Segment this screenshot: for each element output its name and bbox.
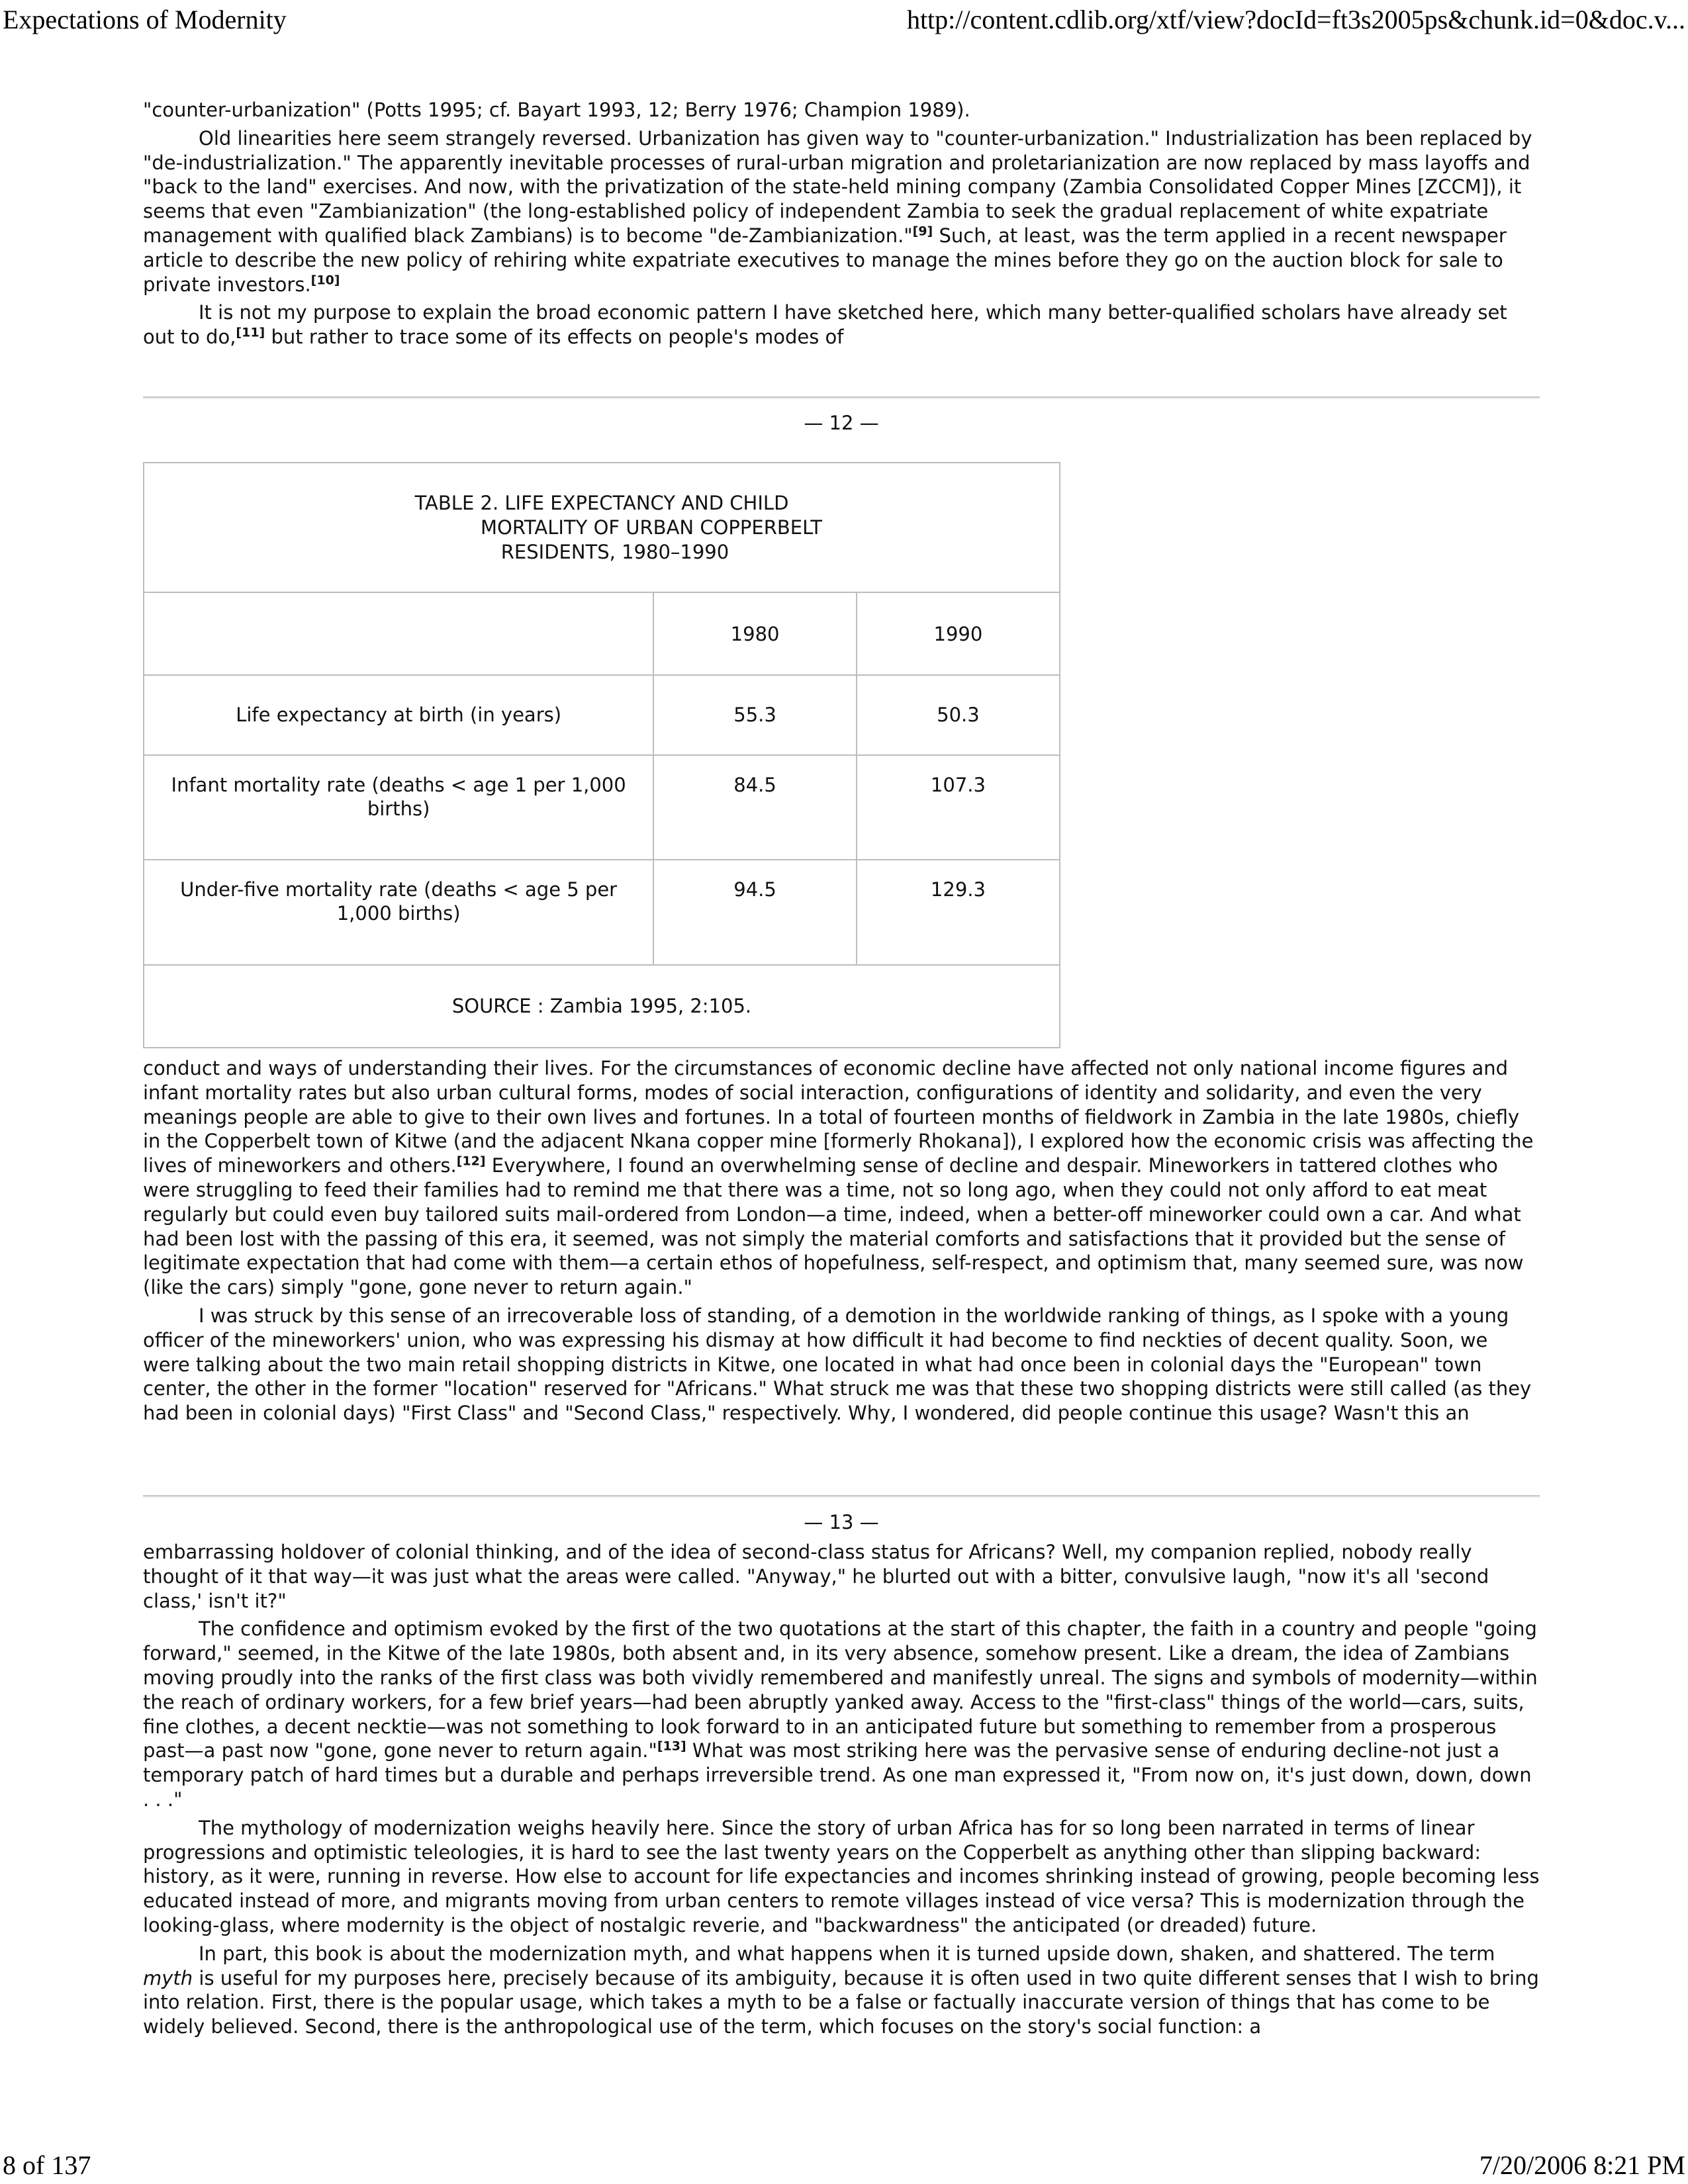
table-header-row xyxy=(144,592,1060,674)
cell-1980: 84.5 xyxy=(653,755,857,860)
footnote-link-13[interactable]: [13] xyxy=(657,1739,686,1754)
print-datetime: 7/20/2006 8:21 PM xyxy=(1479,2150,1685,2180)
paragraph: conduct and ways of understanding their lives. For the circumstances of economic decline have affected not only national income figures and infant mortality rates but also urban cultural forms, modes of social interaction, configurations of identity and solidarity, and even the very meanings people are able to give to their own lives and fortunes. In a total of fourteen months of fieldwork in Zambia in the late 1980s, chiefly in the Copperbelt town of Kitwe (and the adjacent Nkana copper mine [formerly Rhokana]), I explored how the economic crisis was affecting the lives of mineworkers and others.[12] Everywhere, I found an overwhelming sense of decline and despair. Mineworkers in tattered clothes who were struggling to feed their families had to remind me that there was a time, not so long ago, when they could not only afford to eat meat regularly but could even buy tailored suits mail-ordered from London—a time, indeed, when a better-off mineworker could own a car. And what had been lost with the passing of this era, it seemed, was not simply the material comforts and satisfactions that it provided but the sense of legitimate expectation that had come with them—a certain ethos of hopefulness, self-respect, and optimism that, many seemed sure, was now (like the cars) simply "gone, gone never to return again." xyxy=(143,1057,1534,1299)
paragraph: It is not my purpose to explain the broad economic pattern I have sketched here, which many better-qualified scholars have already set out to do,[11] but rather to trace some of its effects on people's modes of xyxy=(143,301,1507,349)
paragraph: I was struck by this sense of an irrecoverable loss of standing, of a demotion in the worldwide ranking of things, as I spoke with a young officer of the mineworkers' union, who was expressing his dismay at how difficult it had become to find neckties of decent quality. Soon, we were talking about the two main retail shopping districts in Kitwe, one located in what had once been in colonial days the "European" town center, the other in the former "location" reserved for "Africans." What struck me was that these two shopping districts were still called (as they had been in colonial days) "First Class" and "Second Class," respectively. Why, I wondered, did people continue this usage? Wasn't this an xyxy=(143,1304,1532,1425)
page-number-12: — 12 — xyxy=(804,412,879,434)
cell-1980: 94.5 xyxy=(653,860,857,964)
document-title: Expectations of Modernity xyxy=(3,5,287,34)
page-number-13: — 13 — xyxy=(804,1511,879,1533)
page-divider xyxy=(143,396,1540,399)
column-header: 1990 xyxy=(857,592,1060,674)
table-source: SOURCE : Zambia 1995, 2:105. xyxy=(144,965,1060,1048)
cell-1990: 129.3 xyxy=(857,860,1060,964)
cell-1980: 55.3 xyxy=(653,675,857,755)
paragraph: The mythology of modernization weighs heavily here. Since the story of urban Africa has for so long been narrated in terms of linear progressions and optimistic teleologies, it is hard to see the last twenty years on the Copperbelt as anything other than slipping backward: history, as it were, running in reverse. How else to account for life expectancies and incomes shrinking instead of growing, people becoming less educated instead of more, and migrants moving from urban centers to remote villages instead of vice versa? This is modernization through the looking-glass, where modernity is the object of nostalgic reverie, and "backwardness" the anticipated (or dreaded) future. xyxy=(143,1816,1540,1936)
row-label: Under-five mortality rate (deaths < age 5 per 1,000 births) xyxy=(144,860,653,964)
life-expectancy-table xyxy=(143,462,1060,1048)
table-row xyxy=(144,755,1060,860)
table-corner-cell xyxy=(144,592,653,674)
footnote-link-9[interactable]: [9] xyxy=(912,224,933,239)
footnote-link-12[interactable]: [12] xyxy=(456,1154,486,1169)
text-block-middle xyxy=(143,1056,1540,1430)
cell-1990: 50.3 xyxy=(857,675,1060,755)
row-label: Life expectancy at birth (in years) xyxy=(144,675,653,755)
paragraph: Old linearities here seem strangely reversed. Urbanization has given way to "counter-urbanization." Industrialization has been replaced by "de-industrialization." The apparently inevitable processes of rural-urban migration and proletarianization are now replaced by mass layoffs and "back to the land" exercises. And now, with the privatization of the state-held mining company (Zambia Consolidated Copper Mines [ZCCM]), it seems that even "Zambianization" (the long-established policy of independent Zambia to seek the gradual replacement of white expatriate management with qualified black Zambians) is to become "de-Zambianization."[9] Such, at least, was the term applied in a recent newspaper article to describe the new policy of rehiring white expatriate executives to manage the mines before they go on the auction block for sale to private investors.[10] xyxy=(143,126,1532,296)
paragraph: In part, this book is about the modernization myth, and what happens when it is turned upside down, shaken, and shattered. The term myth is useful for my purposes here, precisely because of its ambiguity, because it is often used in two quite different senses that I wish to bring into relation. First, there is the popular usage, which takes a myth to be a false or factually inaccurate version of things that has come to be widely believed. Second, there is the anthropological use of the term, which focuses on the story's social function: a xyxy=(143,1942,1539,2038)
cell-1990: 107.3 xyxy=(857,755,1060,860)
paragraph: embarrassing holdover of colonial thinking, and of the idea of second-class status for Africans? Well, my companion replied, nobody really thought of it that way—it was just what the areas were called. "Anyway," he blurted out with a bitter, convulsive laugh, "now it's all 'second class,' isn't it?" xyxy=(143,1541,1489,1612)
row-label: Infant mortality rate (deaths < age 1 per 1,000 births) xyxy=(144,755,653,860)
column-header: 1980 xyxy=(653,592,857,674)
table-caption: TABLE 2. LIFE EXPECTANCY AND CHILD MORTALITY OF URBAN COPPERBELT RESIDENTS, 1980–1990 xyxy=(144,463,1060,592)
text-block-bottom xyxy=(143,1540,1540,2043)
paragraph: "counter-urbanization" (Potts 1995; cf. Bayart 1993, 12; Berry 1976; Champion 1989). xyxy=(143,99,970,121)
page-url: http://content.cdlib.org/xtf/view?docId=ft3s2005ps&chunk.id=0&doc.v... xyxy=(906,5,1685,34)
emphasis: myth xyxy=(143,1966,193,1989)
table-row xyxy=(144,860,1060,964)
table-row xyxy=(144,675,1060,755)
footnote-link-10[interactable]: [10] xyxy=(310,272,340,287)
page-count: 8 of 137 xyxy=(3,2150,91,2180)
footnote-link-11[interactable]: [11] xyxy=(236,325,265,340)
page-divider xyxy=(143,1495,1540,1498)
text-block-top xyxy=(143,98,1540,353)
paragraph: The confidence and optimism evoked by the first of the two quotations at the start of this chapter, the faith in a country and people "going forward," seemed, in the Kitwe of the late 1980s, both absent and, in its very absence, somehow present. Like a dream, the idea of Zambians moving proudly into the ranks of the first class was both vividly remembered and manifestly unreal. The signs and symbols of modernity—within the reach of ordinary workers, for a few brief years—had been abruptly yanked away. Access to the "first-class" things of the world—cars, suits, fine clothes, a decent necktie—was not something to look forward to in an anticipated future but something to remember from a prosperous past—a past now "gone, gone never to return again."[13] What was most striking here was the pervasive sense of enduring decline-not just a temporary patch of hard times but a durable and perhaps irreversible trend. As one man expressed it, "From now on, it's just down, down, down . . ." xyxy=(143,1617,1538,1811)
